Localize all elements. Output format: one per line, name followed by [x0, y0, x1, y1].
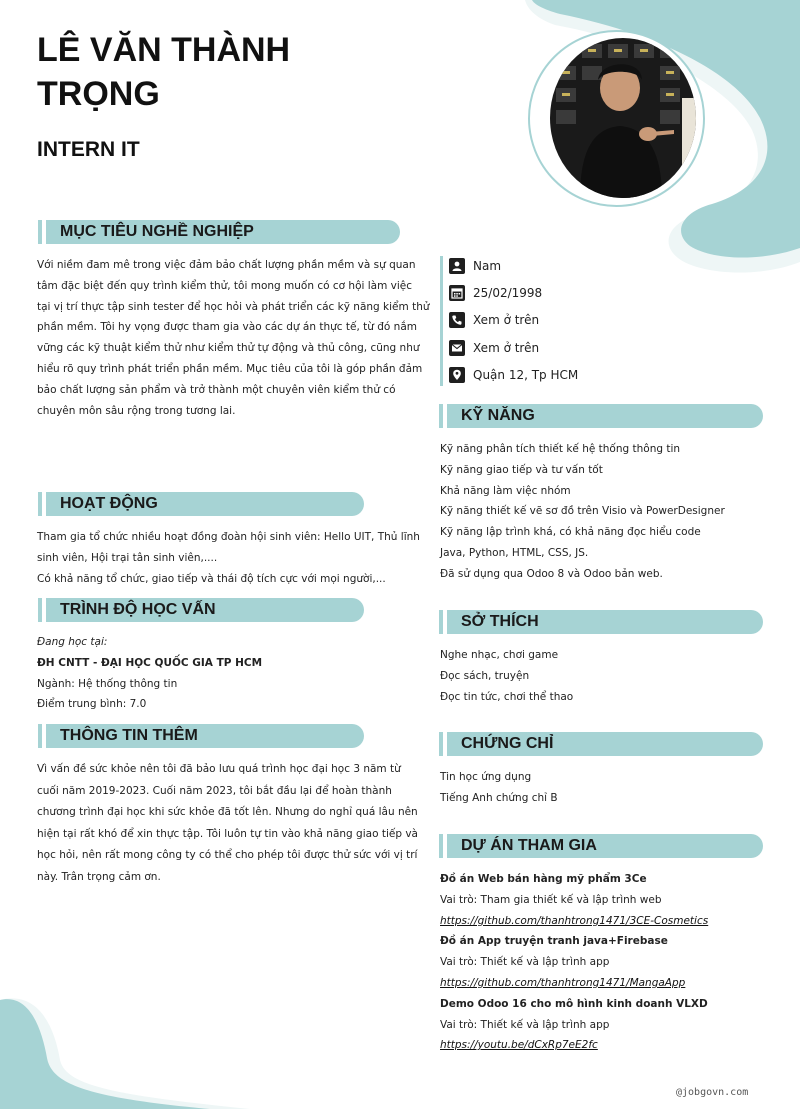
project-link[interactable]: https://github.com/thanhtrong1471/3CE-Cosmetics [440, 914, 709, 927]
objective-heading-text: MỤC TIÊU NGHỀ NGHIỆP [60, 223, 254, 240]
contact-text: Xem ở trên [473, 341, 540, 355]
hobby-item: Nghe nhạc, chơi game [440, 649, 559, 661]
contact-phone [449, 311, 539, 329]
hobby-item: Đọc sách, truyện [440, 669, 530, 682]
section-extra-heading [46, 724, 364, 748]
hobby-item: Đọc tin tức, chơi thể thao [440, 690, 574, 703]
contact-email [449, 339, 539, 357]
full-name [37, 28, 377, 116]
contact-text: Xem ở trên [473, 313, 540, 327]
skill-item: Đã sử dụng qua Odoo 8 và Odoo bản web. [440, 567, 663, 580]
contact-text: Nam [473, 259, 502, 273]
education-school: ĐH CNTT - ĐẠI HỌC QUỐC GIA TP HCM [37, 656, 263, 669]
contact-birthdate [449, 284, 542, 302]
name-line-2: TRỌNG [37, 75, 160, 113]
education-gpa: Điểm trung bình: 7.0 [37, 698, 147, 711]
activities-line: sinh viên, Hội trại tân sinh viên,.... [37, 551, 218, 564]
activities-text [37, 527, 420, 589]
objective-line: bảo chất lượng sản phẩm và trở thành một chuyên viên kiểm thử có [37, 383, 396, 396]
location-icon [449, 367, 465, 383]
section-skills-heading [447, 404, 763, 428]
watermark: @jobgovn.com [676, 1087, 749, 1098]
section-objective-heading [46, 220, 400, 244]
email-icon [449, 340, 465, 356]
skills-heading-text: KỸ NĂNG [461, 407, 535, 424]
activities-line: Tham gia tổ chức nhiều hoạt đồng đoàn hội sinh viên: Hello UIT, Thủ lĩnh [37, 531, 420, 543]
education-studying-at: Đang học tại: [37, 636, 108, 648]
section-hobbies-heading [447, 610, 763, 634]
skill-item: Kỹ năng lập trình khá, có khả năng đọc hiểu code [440, 526, 701, 539]
certificate-item: Tiếng Anh chứng chỉ B [440, 791, 558, 804]
extra-line: hiện tại rất khó để xin thực tập. Tôi luôn tự tin vào khả năng giao tiếp và [37, 827, 418, 840]
extra-line: Vì vấn đề sức khỏe nên tôi đã bảo lưu quá trình học đại học 3 năm từ [37, 763, 401, 775]
objective-line: tâm đặc biệt đến quy trình kiểm thử, tôi mong muốn có cơ hội làm việc [37, 279, 413, 292]
project-role: Vai trò: Thiết kế và lập trình app [440, 1018, 610, 1031]
projects-list [440, 869, 780, 1056]
objective-line: vững các kỹ thuật kiểm thử như kiểm thử tự động và thủ công, cũng như [37, 342, 420, 355]
project-name: Demo Odoo 16 cho mô hình kinh doanh VLXD [440, 997, 708, 1010]
person-icon [449, 258, 465, 274]
education-text [37, 632, 402, 715]
project-link[interactable]: https://github.com/thanhtrong1471/MangaApp [440, 976, 686, 989]
extra-line: học hỏi, nên rất mong công ty có thể cho phép tôi được thử sức với vị trí [37, 849, 418, 861]
certificates-list [440, 767, 770, 809]
extra-line: chương trình đại học khi sức khỏe đã tốt lên. Nhưng do nghỉ quá lâu nên [37, 806, 418, 818]
project-role: Vai trò: Thiết kế và lập trình app [440, 956, 610, 969]
section-projects-heading [447, 834, 763, 858]
extra-text [37, 759, 418, 888]
extra-line: cuối năm 2019-2023. Cuối năm 2023, tôi bắt đầu lại để hoàn thành [37, 784, 392, 797]
name-line-1: LÊ VĂN THÀNH [37, 31, 291, 69]
contact-text: Quận 12, Tp HCM [473, 368, 579, 382]
objective-line: hiểu rõ quy trình phát triển phần mềm. Mục tiêu của tôi là góp phần đảm [37, 362, 423, 375]
objective-line: chuyên môn sâu rộng trong tương lai. [37, 404, 236, 417]
certificate-item: Tin học ứng dụng [440, 771, 532, 783]
objective-line: phần mềm. Tôi hy vọng được tham gia vào các dự án thực tế, từ đó nắm [37, 321, 417, 334]
project-role: Vai trò: Tham gia thiết kế và lập trình web [440, 893, 662, 906]
skill-item: Kỹ năng phân tích thiết kế hệ thống thông tin [440, 443, 681, 455]
hobbies-list [440, 645, 770, 707]
avatar [550, 38, 696, 198]
calendar-icon [449, 285, 465, 301]
skill-item: Khả năng làm việc nhóm [440, 484, 571, 497]
education-major: Ngành: Hệ thống thông tin [37, 677, 178, 690]
skills-list [440, 439, 770, 585]
contact-gender [449, 257, 501, 275]
project-name: Đồ án App truyện tranh java+Firebase [440, 935, 668, 948]
phone-icon [449, 312, 465, 328]
education-heading-text: TRÌNH ĐỘ HỌC VẤN [60, 601, 216, 618]
profile-photo-icon [550, 38, 696, 198]
skill-item: Kỹ năng thiết kế vẽ sơ đồ trên Visio và PowerDesigner [440, 505, 725, 518]
skill-item: Java, Python, HTML, CSS, JS. [440, 546, 589, 559]
section-certificates-heading [447, 732, 763, 756]
skill-item: Kỹ năng giao tiếp và tư vấn tốt [440, 463, 603, 476]
section-activities-heading [46, 492, 364, 516]
contact-accent-bar [440, 256, 443, 386]
extra-line: này. Trân trọng cảm ơn. [37, 870, 161, 883]
activities-line: Có khả năng tổ chức, giao tiếp và thái độ tích cực với mọi người,... [37, 572, 386, 585]
projects-heading-text: DỰ ÁN THAM GIA [461, 837, 597, 854]
project-name: Đồ án Web bán hàng mỹ phẩm 3Ce [440, 873, 647, 885]
objective-text [37, 255, 430, 421]
contact-address [449, 366, 578, 384]
objective-line: Với niềm đam mê trong việc đảm bảo chất lượng phần mềm và sự quan [37, 259, 416, 271]
section-education-heading [46, 598, 364, 622]
project-link[interactable]: https://youtu.be/dCxRp7eE2fc [440, 1039, 598, 1052]
certificates-heading-text: CHỨNG CHỈ [461, 735, 554, 752]
contact-text: 25/02/1998 [473, 286, 543, 300]
activities-heading-text: HOẠT ĐỘNG [60, 495, 158, 512]
extra-heading-text: THÔNG TIN THÊM [60, 727, 198, 744]
hobbies-heading-text: SỞ THÍCH [461, 613, 539, 630]
objective-line: tại vị trí thực tập sinh tester để học hỏi và phát triển các kỹ năng kiểm thử [37, 300, 430, 313]
job-title: INTERN IT [37, 138, 140, 161]
